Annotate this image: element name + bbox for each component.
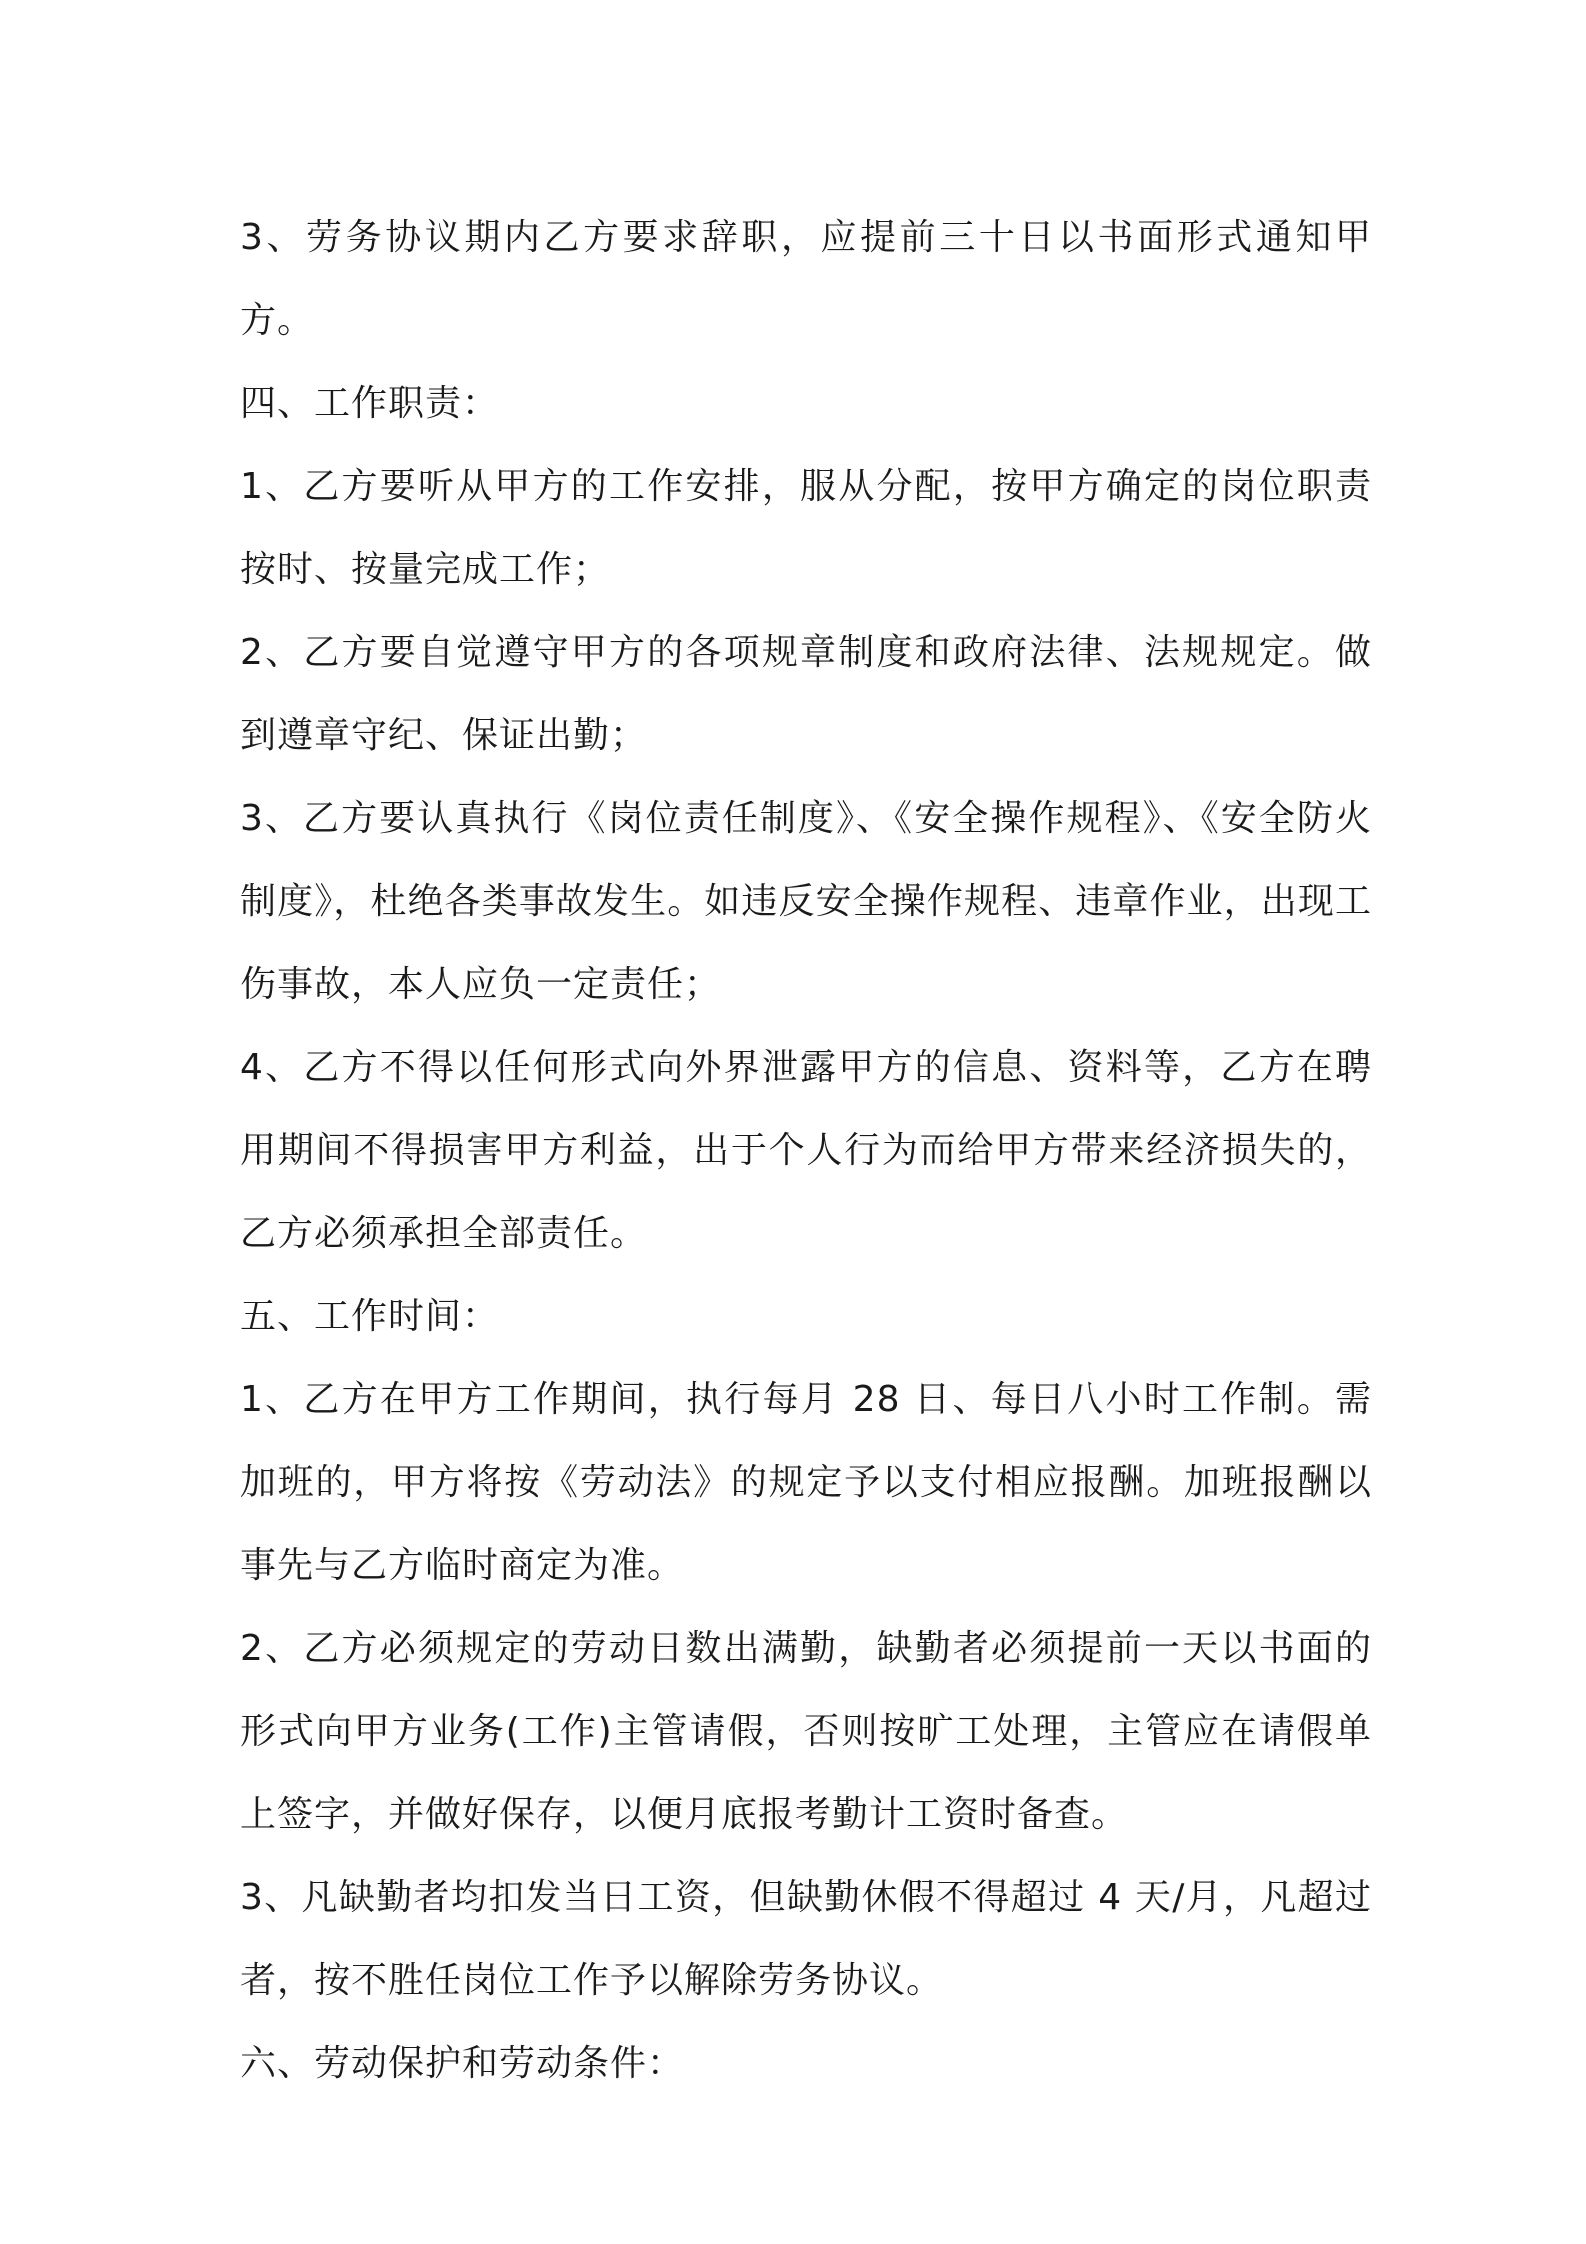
clause-follow-arrangement: 1、乙方要听从甲方的工作安排，服从分配，按甲方确定的岗位职责按时、按量完成工作；: [240, 466, 1372, 590]
document-body: [240, 196, 1372, 2105]
section-heading-job-duties: 四、工作职责：: [240, 383, 500, 424]
section-heading-working-hours: 五、工作时间：: [240, 1296, 500, 1337]
clause-confidentiality: 4、乙方不得以任何形式向外界泄露甲方的信息、资料等，乙方在聘用期间不得损害甲方利益，出于个人行为而给甲方带来经济损失的，乙方必须承担全部责任。: [240, 1047, 1372, 1254]
clause-obey-rules: 2、乙方要自觉遵守甲方的各项规章制度和政府法律、法规规定。做到遵章守纪、保证出勤；: [240, 632, 1372, 756]
clause-resignation-notice: 3、劳务协议期内乙方要求辞职，应提前三十日以书面形式通知甲方。: [240, 217, 1372, 341]
clause-work-schedule: 1、乙方在甲方工作期间，执行每月 28 日、每日八小时工作制。需加班的，甲方将按《劳动法》的规定予以支付相应报酬。加班报酬以事先与乙方临时商定为准。: [240, 1379, 1372, 1586]
clause-safety-regulations: 3、乙方要认真执行《岗位责任制度》、《安全操作规程》、《安全防火制度》，杜绝各类事故发生。如违反安全操作规程、违章作业，出现工伤事故，本人应负一定责任；: [240, 798, 1372, 1005]
clause-attendance-leave: 2、乙方必须规定的劳动日数出满勤，缺勤者必须提前一天以书面的形式向甲方业务(工作)主管请假，否则按旷工处理，主管应在请假单上签字，并做好保存，以便月底报考勤计工资时备查。: [240, 1628, 1372, 1835]
section-heading-labor-protection: 六、劳动保护和劳动条件：: [240, 2043, 685, 2084]
clause-absence-deduction: 3、凡缺勤者均扣发当日工资，但缺勤休假不得超过 4 天/月，凡超过者，按不胜任岗位工作予以解除劳务协议。: [240, 1877, 1372, 2001]
